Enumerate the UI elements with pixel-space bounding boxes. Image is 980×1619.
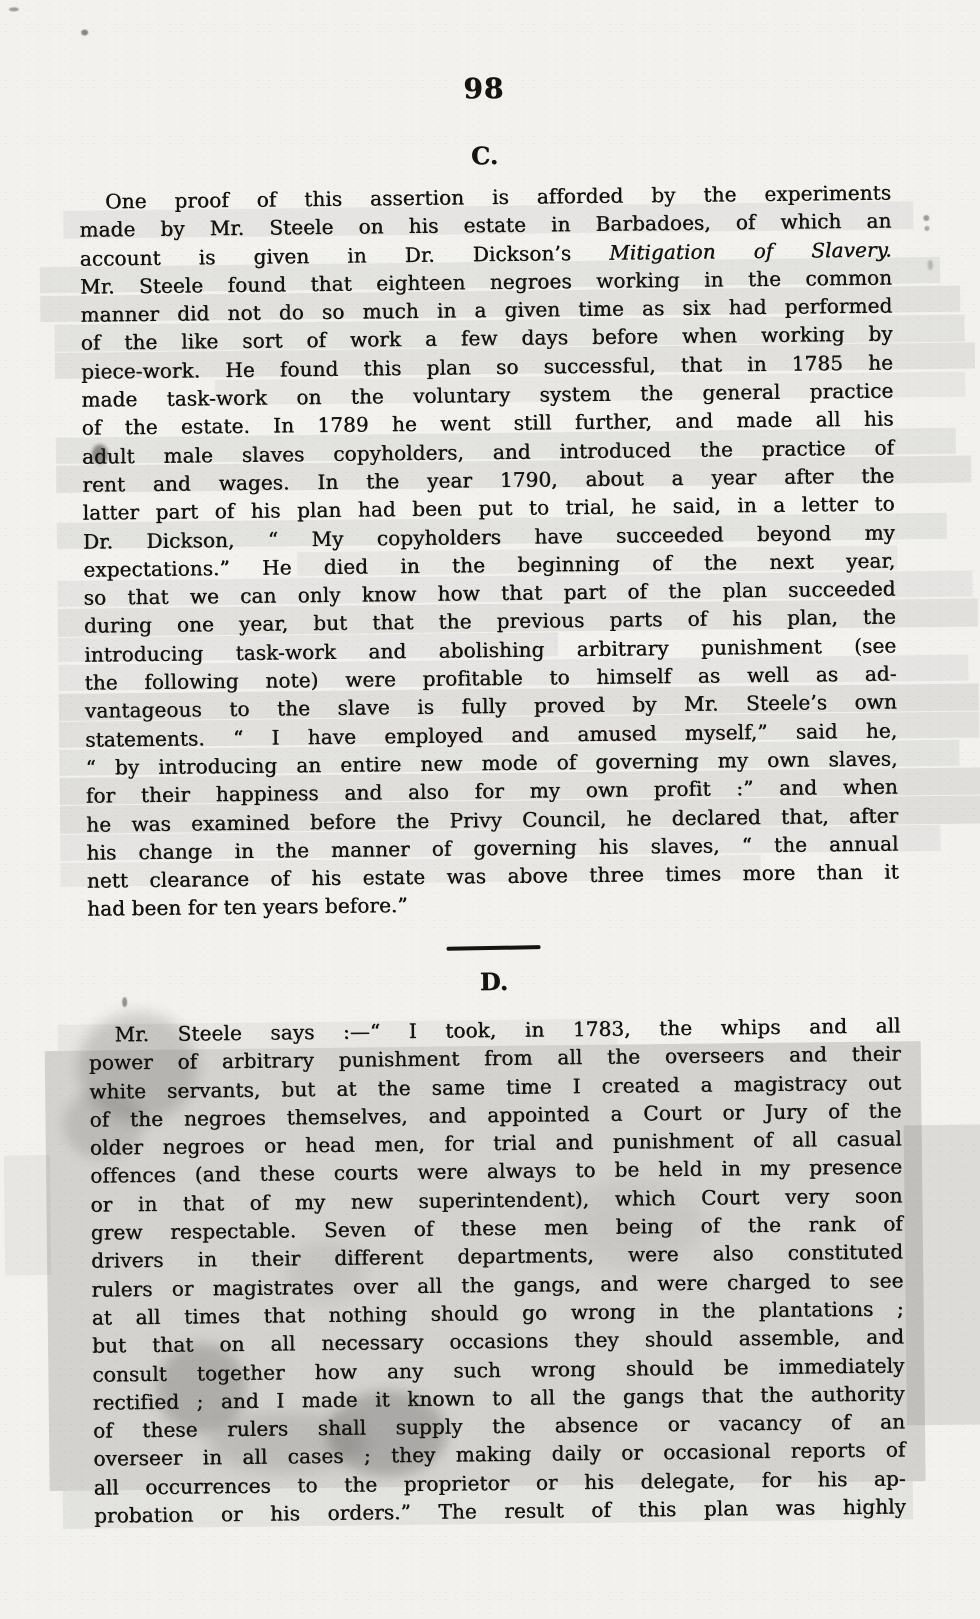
text-line: had been for ten years before.” bbox=[86, 893, 408, 921]
text-line: rectified ; and I made it known to all the gangs that the authority bbox=[92, 1381, 905, 1415]
text-line: for their happiness and also for my own profit :” and when bbox=[85, 774, 898, 808]
section-d-paragraph bbox=[88, 1011, 906, 1530]
text-line: at all times that nothing should go wrong in the plantations ; bbox=[91, 1296, 904, 1330]
text-line: all occurrences to the proprietor or his delegate, for his ap- bbox=[93, 1466, 906, 1500]
text-line: of the negroes themselves, and appointed a Court or Jury of the bbox=[89, 1098, 902, 1132]
text-line: grew respectable. Seven of these men being of the rank of bbox=[90, 1211, 903, 1245]
text-line: overseer in all cases ; they making daily or occasional reports of bbox=[93, 1437, 906, 1471]
text-line: or in that of my new superintendent), which Court very soon bbox=[90, 1183, 903, 1217]
text-segment: account is given in Dr. Dickson’s bbox=[79, 240, 610, 271]
text-line: so that we can only know how that part of the plan succeeded bbox=[83, 576, 896, 610]
text-line: power of arbitrary punishment from all the overseers and their bbox=[88, 1041, 901, 1075]
text-line: drivers in their different departments, were also constituted bbox=[90, 1239, 904, 1273]
text-line: the following note) were profitable to himself as well as ad- bbox=[84, 661, 897, 695]
text-line: but that on all necessary occasions they should assemble, and bbox=[91, 1324, 905, 1358]
text-line: Mr. Steele found that eighteen negroes working in the common bbox=[79, 265, 893, 299]
text-line: vantageous to the slave is fully proved by Mr. Steele’s own bbox=[84, 689, 897, 723]
text-line: introducing task-work and abolishing arbitrary punishment (see bbox=[84, 633, 897, 667]
section-c-paragraph bbox=[79, 178, 899, 923]
page-number: 98 bbox=[463, 71, 505, 106]
text-line: latter part of his plan had been put to trial, he said, in a letter to bbox=[82, 491, 895, 525]
text-line: of the like sort of work a few days before when working by bbox=[80, 321, 893, 356]
text-line: adult male slaves copyholders, and introduced the practice of bbox=[81, 435, 895, 469]
section-c-heading: C. bbox=[470, 140, 499, 171]
text-line: of these rulers shall supply the absence or vacancy of an bbox=[92, 1409, 906, 1443]
text-line: rent and wages. In the year 1790, about a year after the bbox=[82, 463, 895, 497]
text-line: during one year, but that the previous parts of his plan, the bbox=[83, 604, 896, 639]
text-line: made task-work on the voluntary system the general practice bbox=[81, 378, 894, 412]
section-d-heading: D. bbox=[479, 966, 509, 997]
text-block bbox=[77, 0, 907, 1619]
text-line: older negroes or head men, for trial and punishment of all casual bbox=[89, 1126, 902, 1160]
text-line: manner did not do so much in a given time as six had performed bbox=[80, 293, 893, 327]
section-divider-rule bbox=[447, 945, 541, 951]
book-title-italic: Mitigation of Slavery. bbox=[608, 237, 892, 265]
text-line: statements. “ I have employed and amused myself,” said he, bbox=[85, 718, 898, 752]
text-line: consult together how any such wrong should be immediately bbox=[92, 1352, 905, 1387]
text-line: “ by introducing an entire new mode of governing my own slaves, bbox=[85, 746, 898, 780]
text-line: Mr. Steele says :—“ I took, in 1783, the whips and all bbox=[114, 1013, 901, 1047]
text-line: his change in the manner of governing his slaves, “ the annual bbox=[86, 831, 899, 865]
text-line: white servants, but at the same time I created a magistracy out bbox=[89, 1069, 902, 1104]
text-line: made by Mr. Steele on his estate in Barbadoes, of which an bbox=[79, 208, 892, 242]
text-line: probation or his orders.” The result of this plan was highly bbox=[93, 1494, 907, 1528]
text-line: expectations.” He died in the beginning of the next year, bbox=[83, 548, 896, 582]
text-line: rulers or magistrates over all the gangs, and were charged to see bbox=[91, 1268, 904, 1302]
text-line: he was examined before the Privy Council, he declared that, after bbox=[86, 802, 899, 837]
text-line: offences (and these courts were always to be held in my presence bbox=[89, 1154, 903, 1189]
text-line: piece-work. He found this plan so successful, that in 1785 he bbox=[80, 350, 894, 384]
text-line: Dr. Dickson, “ My copyholders have succeeded beyond my bbox=[82, 519, 896, 554]
text-line: nett clearance of his estate was above three times more than it bbox=[86, 859, 899, 893]
text-line: of the estate. In 1789 he went still further, and made all his bbox=[81, 406, 894, 440]
text-line: One proof of this assertion is afforded by the experiments bbox=[104, 180, 892, 214]
